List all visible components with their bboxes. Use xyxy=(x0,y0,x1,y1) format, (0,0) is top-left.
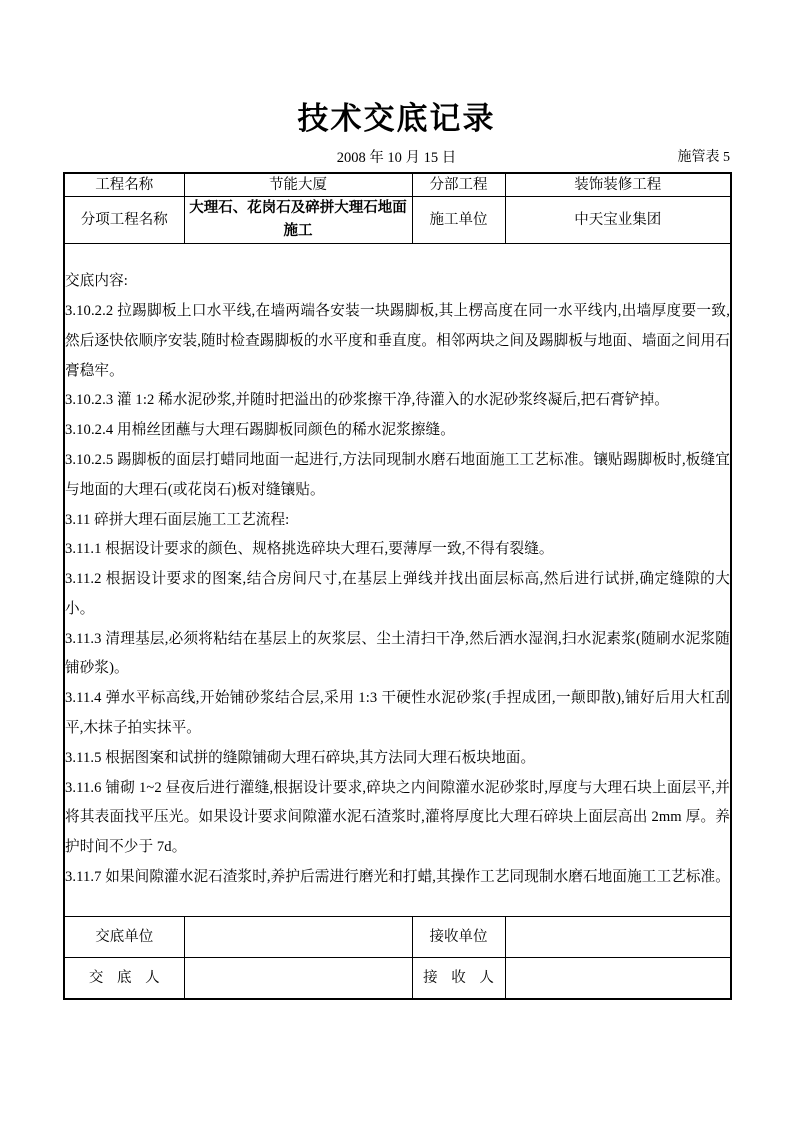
disclosing-unit-label: 交底单位 xyxy=(64,917,184,958)
content-heading: 交底内容: xyxy=(65,273,128,290)
subproject-name-value: 大理石、花岗石及碎拼大理石地面施工 xyxy=(184,197,412,244)
technical-disclosure-table xyxy=(63,172,732,1000)
construction-unit-value: 中天宝业集团 xyxy=(505,197,731,244)
content-paragraph: 3.11.2 根据设计要求的图案,结合房间尺寸,在基层上弹线并找出面层标高,然后进行试拼,确定缝隙的大小。 xyxy=(65,571,730,617)
receiver-label: 接 收 人 xyxy=(412,958,505,1000)
disclosure-content-body xyxy=(65,267,730,893)
content-paragraph: 3.11.4 弹水平标高线,开始铺砂浆结合层,采用 1:3 干硬性水泥砂浆(手捏成团,一颠即散),铺好后用大杠刮平,木抹子拍实抹平。 xyxy=(65,690,730,737)
content-paragraph: 3.11.3 清理基层,必须将粘结在基层上的灰浆层、尘土清扫干净,然后洒水湿润,扫水泥素浆(随刷水泥浆随铺砂浆)。 xyxy=(65,630,730,677)
content-paragraph: 3.10.2.2 拉踢脚板上口水平线,在墙两端各安装一块踢脚板,其上楞高度在同一水平线内,出墙厚度要一致,然后逐快依顺序安装,随时检查踢脚板的水平度和垂直度。相邻两块之间及踢脚板与地面、墙面之间用石膏稳牢。 xyxy=(65,302,730,379)
receiving-unit-field[interactable] xyxy=(505,917,731,958)
page-title: 技术交底记录 xyxy=(297,101,496,137)
table-row-units xyxy=(64,917,731,958)
disclosure-content-cell xyxy=(64,244,731,917)
receiving-unit-label: 接收单位 xyxy=(412,917,505,958)
disclosing-unit-field[interactable] xyxy=(184,917,412,958)
content-paragraph: 3.11 碎拼大理石面层施工工艺流程: xyxy=(65,511,290,528)
content-paragraph: 3.11.6 铺砌 1~2 昼夜后进行灌缝,根据设计要求,碎块之内间隙灌水泥砂浆时,厚度与大理石块上面层平,并将其表面找平压光。如果设计要求间隙灌水泥石渣浆时,灌将厚度比大理石碎块上面层高出 2mm 厚。养护时间不少于 7d。 xyxy=(65,779,730,856)
form-code-label: 施管表 5 xyxy=(677,150,730,165)
table-row-project xyxy=(64,173,731,197)
content-paragraph: 3.10.2.4 用棉丝团蘸与大理石踢脚板同颜色的稀水泥浆擦缝。 xyxy=(65,422,455,439)
content-paragraph: 3.11.1 根据设计要求的颜色、规格挑选碎块大理石,要薄厚一致,不得有裂缝。 xyxy=(65,541,554,558)
division-work-value: 装饰装修工程 xyxy=(505,173,731,197)
content-paragraph: 3.11.7 如果间隙灌水泥石渣浆时,养护后需进行磨光和打蜡,其操作工艺同现制水磨石地面施工工艺标准。 xyxy=(65,869,730,886)
content-paragraph: 3.10.2.5 踢脚板的面层打蜡同地面一起进行,方法同现制水磨石地面施工工艺标准。镶贴踢脚板时,板缝宜与地面的大理石(或花岗石)板对缝镶贴。 xyxy=(65,451,730,498)
subproject-name-label: 分项工程名称 xyxy=(64,197,184,244)
receiver-field[interactable] xyxy=(505,958,731,1000)
construction-unit-label: 施工单位 xyxy=(412,197,505,244)
document-date: 2008 年 10 月 15 日 xyxy=(336,150,457,166)
table-row-content xyxy=(64,244,731,917)
project-name-value: 节能大厦 xyxy=(184,173,412,197)
content-paragraph: 3.11.5 根据图案和试拼的缝隙铺砌大理石碎块,其方法同大理石板块地面。 xyxy=(65,749,536,766)
table-row-persons xyxy=(64,958,731,1000)
table-row-subproject xyxy=(64,197,731,244)
discloser-field[interactable] xyxy=(184,958,412,1000)
project-name-label: 工程名称 xyxy=(64,173,184,197)
division-work-label: 分部工程 xyxy=(412,173,505,197)
content-paragraph: 3.10.2.3 灌 1:2 稀水泥砂浆,并随时把溢出的砂浆擦干净,待灌入的水泥砂浆终凝后,把石膏铲掉。 xyxy=(65,392,669,409)
discloser-label: 交 底 人 xyxy=(64,958,184,1000)
